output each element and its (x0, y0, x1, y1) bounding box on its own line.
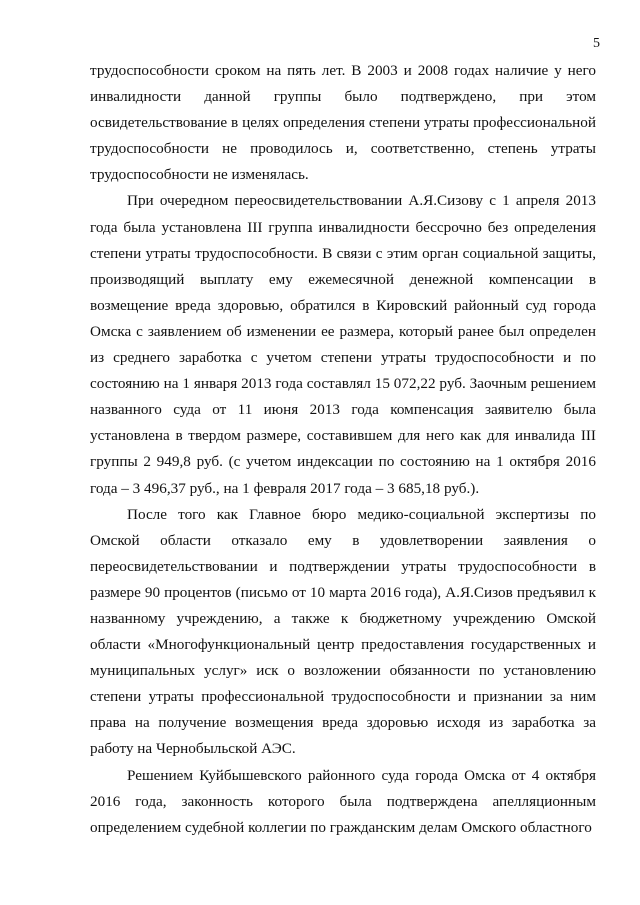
paragraph-continuation: трудоспособности сроком на пять лет. В 2003 и 2008 годах наличие у него инвалидности данной группы было подтверждено, при этом освидетельствование в целях определения степени утраты профессиональной трудоспособности не проводилось и, соответственно, степень утраты трудоспособности не изменялась. (90, 62, 596, 184)
paragraph-court-decision: Решением Куйбышевского районного суда города Омска от 4 октября 2016 года, законность которого была подтверждена апелляционным определением судебной коллегии по гражданским делам Омского областного (90, 766, 596, 836)
paragraph-reexamination: При очередном переосвидетельствовании А.Я.Сизову с 1 апреля 2013 года была установлена III группа инвалидности бессрочно без определения степени утраты трудоспособности. В связи с этим орган социальной защиты, производящий выплату ему ежемесячной денежной компенсации в возмещение вреда здоровью, обратился в Кировский районный суд города Омска с заявлением об изменении ее размера, который ранее был определен из среднего заработка с учетом степени утраты трудоспособности и по состоянию на 1 января 2013 года составлял 15 072,22 руб. Заочным решением названного суда от 11 июня 2013 года компенсация заявителю была установлена в твердом размере, составившем для него как для инвалида III группы 2 949,8 руб. (с учетом индексации по состоянию на 1 октября 2016 года – 3 496,37 руб., на 1 февраля 2017 года – 3 685,18 руб.). (90, 192, 596, 497)
page-number: 5 (593, 36, 600, 51)
paragraph-lawsuit: После того как Главное бюро медико-социальной экспертизы по Омской области отказало ему в удовлетворении заявления о переосвидетельствовании и подтверждении утраты трудоспособности в размере 90 процентов (письмо от 10 марта 2016 года), А.Я.Сизов предъявил к названному учреждению, а также к бюджетному учреждению Омской области «Многофункциональный центр предоставления государственных и муниципальных услуг» иск о возложении обязанности по установлению степени утраты профессиональной трудоспособности и признании за ним права на получение возмещения вреда здоровью исходя из заработка за работу на Чернобыльской АЭС. (90, 505, 596, 758)
document-body (90, 58, 596, 841)
